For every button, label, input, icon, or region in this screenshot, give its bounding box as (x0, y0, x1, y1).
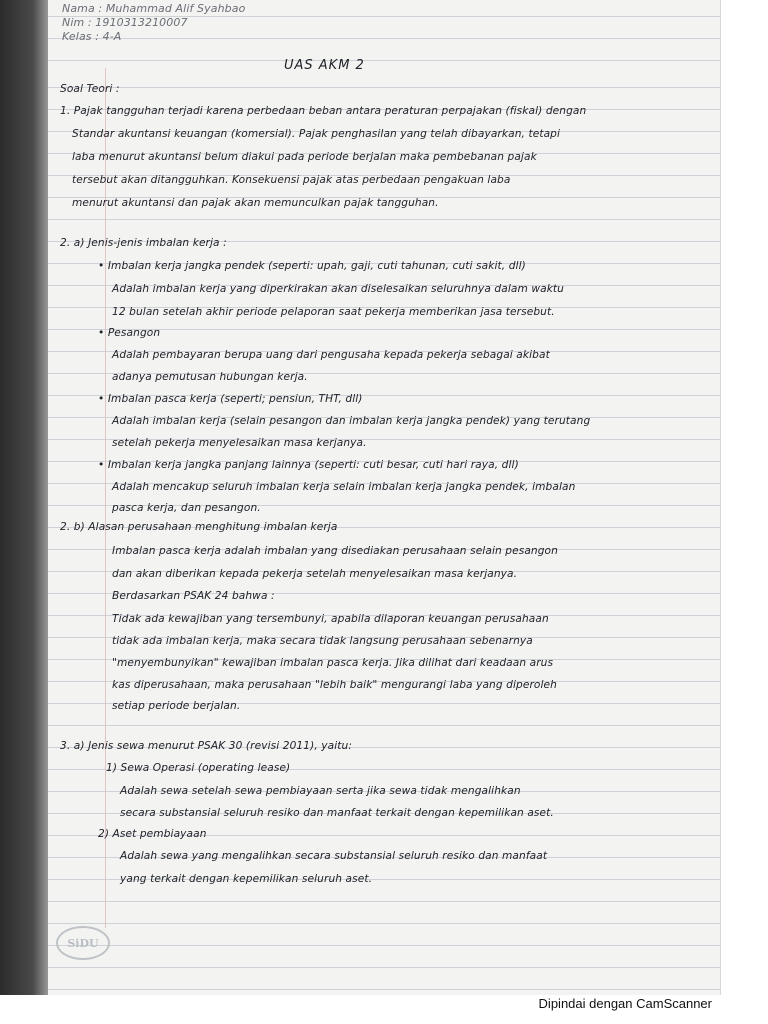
student-nim: Nim : 1910313210007 (62, 16, 188, 29)
student-class: Kelas : 4-A (62, 30, 122, 43)
answer-line: "menyembunyikan" kewajiban imbalan pasca kerja. Jika dilihat dari keadaan arus (112, 657, 554, 669)
answer-line: 1. Pajak tangguhan terjadi karena perbedaan beban antara peraturan perpajakan (fiskal) dengan (60, 105, 587, 117)
answer-line: 12 bulan setelah akhir periode pelaporan saat pekerja memberikan jasa tersebut. (112, 306, 555, 318)
bullet-item: • Imbalan pasca kerja (seperti; pensiun, THT, dll) (98, 393, 363, 405)
answer-line: kas diperusahaan, maka perusahaan "lebih baik" mengurangi laba yang diperoleh (112, 679, 557, 691)
answer-line: setiap periode berjalan. (112, 700, 241, 712)
bullet-item: • Imbalan kerja jangka pendek (seperti: upah, gaji, cuti tahunan, cuti sakit, dll) (98, 260, 526, 272)
answer-line: Imbalan pasca kerja adalah imbalan yang disediakan perusahaan selain pesangon (112, 545, 558, 557)
notebook-page (48, 0, 721, 995)
answer-line: yang terkait dengan kepemilikan seluruh aset. (120, 873, 373, 885)
student-name: Nama : Muhammad Alif Syahbao (62, 2, 246, 15)
answer-line: tersebut akan ditangguhkan. Konsekuensi pajak atas perbedaan pengakuan laba (72, 174, 511, 186)
answer-line: Adalah imbalan kerja yang diperkirakan akan diselesaikan seluruhnya dalam waktu (112, 283, 564, 295)
answer-line: Tidak ada kewajiban yang tersembunyi, apabila dilaporan keuangan perusahaan (112, 613, 549, 625)
answer-line: Adalah imbalan kerja (selain pesangon dan imbalan kerja jangka pendek) yang terutang (112, 415, 591, 427)
camscanner-watermark: Dipindai dengan CamScanner (538, 996, 712, 1011)
answer-line: secara substansial seluruh resiko dan manfaat terkait dengan kepemilikan aset. (120, 807, 554, 819)
bullet-item: • Pesangon (98, 327, 161, 339)
section-heading: Soal Teori : (60, 83, 120, 95)
answer-line: Adalah sewa setelah sewa pembiayaan serta jika sewa tidak mengalihkan (120, 785, 521, 797)
answer-line: Standar akuntansi keuangan (komersial). Pajak penghasilan yang telah dibayarkan, tetapi (72, 128, 561, 140)
answer-line: Adalah sewa yang mengalihkan secara substansial seluruh resiko dan manfaat (120, 850, 548, 862)
answer-line: laba menurut akuntansi belum diakui pada periode berjalan maka pembebanan pajak (72, 151, 537, 163)
answer-line: dan akan diberikan kepada pekerja setelah menyelesaikan masa kerjanya. (112, 568, 518, 580)
sub-heading: 2) Aset pembiayaan (98, 828, 207, 840)
bullet-item: • Imbalan kerja jangka panjang lainnya (seperti: cuti besar, cuti hari raya, dll) (98, 459, 519, 471)
page-title: UAS AKM 2 (284, 58, 365, 73)
answer-line: adanya pemutusan hubungan kerja. (112, 371, 308, 383)
answer-line: Adalah pembayaran berupa uang dari pengusaha kepada pekerja sebagai akibat (112, 349, 550, 361)
question-heading: 2. b) Alasan perusahaan menghitung imbalan kerja (60, 521, 338, 533)
answer-line: setelah pekerja menyelesaikan masa kerjanya. (112, 437, 367, 449)
sub-heading: 1) Sewa Operasi (operating lease) (106, 762, 291, 774)
answer-line: menurut akuntansi dan pajak akan memunculkan pajak tangguhan. (72, 197, 439, 209)
answer-line: tidak ada imbalan kerja, maka secara tidak langsung perusahaan sebenarnya (112, 635, 533, 647)
question-heading: 3. a) Jenis sewa menurut PSAK 30 (revisi 2011), yaitu: (60, 740, 353, 752)
answer-line: Adalah mencakup seluruh imbalan kerja selain imbalan kerja jangka pendek, imbalan (112, 481, 576, 493)
question-heading: 2. a) Jenis-jenis imbalan kerja : (60, 237, 227, 249)
sidu-brand-logo: SiDU (56, 926, 110, 960)
answer-line: pasca kerja, dan pesangon. (112, 502, 261, 514)
answer-line: Berdasarkan PSAK 24 bahwa : (112, 590, 275, 602)
